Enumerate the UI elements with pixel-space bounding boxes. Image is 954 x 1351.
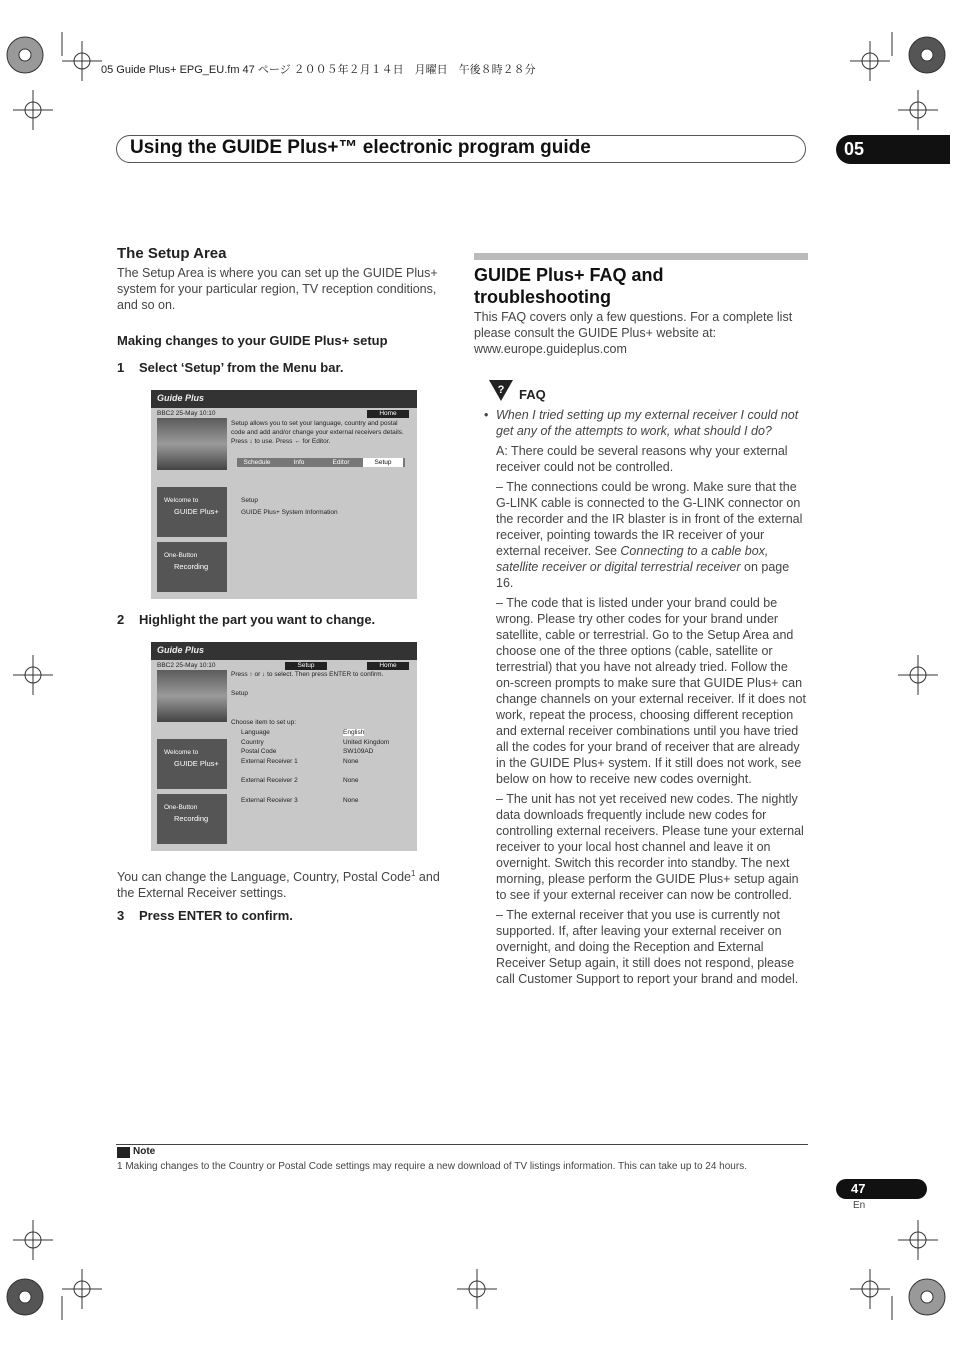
page-reference: Connecting to a cable box, satellite receiver or digital terrestrial receiver [496, 544, 769, 574]
one-button-label: One-Button [164, 552, 198, 559]
faq-point-1 [496, 479, 806, 591]
setup-item: Setup [241, 497, 258, 504]
setting-value: SW109AD [343, 748, 374, 755]
note-icon [117, 1147, 130, 1158]
welcome-panel [157, 487, 227, 537]
file-info: 05 Guide Plus+ EPG_EU.fm 47 ページ ２００５年２月１４日 月曜日 午後８時２８分 [101, 64, 536, 76]
step-2 [117, 612, 375, 627]
faq-label: FAQ [519, 387, 546, 402]
setting-label: External Receiver 3 [241, 797, 298, 804]
faq-point-4: – The external receiver that you use is currently not supported. If, after leaving your external receiver on overnight, and doing the Reception and External Receiver Setup again, it still does not respond, please call Customer Support to report your brand and model. [496, 908, 799, 986]
setting-label: Language [241, 729, 270, 736]
setting-label: External Receiver 2 [241, 777, 298, 784]
menu-bar [237, 458, 405, 467]
video-preview [157, 670, 227, 722]
step-text: Highlight the part you want to change. [139, 612, 376, 627]
change-text-main: You can change the Language, Country, Postal Code [117, 870, 411, 885]
menu-item-schedule: Schedule [243, 459, 271, 466]
system-info-item: GUIDE Plus+ System Information [241, 509, 338, 516]
faq-answer: A: There could be several reasons why your external receiver could not be controlled. [496, 444, 788, 474]
guide-plus-label: GUIDE Plus+ [174, 507, 219, 516]
step-number: 1 [117, 360, 125, 375]
change-text-end: and the External Receiver settings. [117, 870, 440, 901]
menu-item-setup: Setup [363, 458, 403, 467]
welcome-label: Welcome to [164, 497, 199, 504]
setup-subheading: Making changes to your GUIDE Plus+ setup [117, 333, 388, 348]
guide-plus-logo: Guide Plus [157, 393, 205, 403]
choose-item-label: Choose item to set up: [231, 719, 297, 726]
note-label: Note [133, 1146, 156, 1157]
setting-value: None [343, 777, 359, 784]
step-text: Select ‘Setup’ from the Menu bar. [139, 360, 344, 375]
language-code: En [853, 1200, 866, 1211]
one-button-panel [157, 794, 227, 844]
one-button-label: One-Button [164, 804, 198, 811]
recording-label: Recording [174, 814, 209, 823]
guide-plus-label: GUIDE Plus+ [174, 759, 219, 768]
faq-icon [488, 378, 514, 402]
setup-intro: The Setup Area is where you can set up the GUIDE Plus+ system for your particular region, TV reception conditions, and so on. [117, 266, 438, 312]
home-tab: Home [367, 410, 409, 418]
svg-text:?: ? [497, 384, 505, 396]
step-number: 2 [117, 612, 125, 627]
faq-point-2: – The code that is listed under your brand could be wrong. Please try other codes for your brand under satellite, cable or terrestrial. Go to the Setup Area and choose one of the three options (cable, satellite or terrestrial) that you have not already tried. Follow the on-screen prompts to make sure that GUIDE Plus+ can change channels on your external receiver. If it does not work, repeat the process, choosing different reception and external receiver combinations until you have tried all the codes for your brand of receiver that are already in the GUIDE Plus+ system. If it still does not work, see below on how to receive new codes overnight. [496, 596, 806, 786]
channel-info: BBC2 25-May 10:10 [157, 410, 216, 417]
setup-heading: The Setup Area [117, 245, 227, 262]
one-button-panel [157, 542, 227, 592]
screenshot-setup-menu [151, 390, 417, 599]
menu-item-info: Info [293, 459, 305, 466]
faq-heading: GUIDE Plus+ FAQ and troubleshooting [474, 265, 664, 307]
setup-description: Setup allows you to set your language, country and postal code and add and/or change your external receivers details. Press ↓ to use. Press ← for Editor. [231, 420, 404, 445]
setup-tab: Setup [285, 662, 327, 670]
channel-info: BBC2 25-May 10:10 [157, 662, 216, 669]
point-text: – The connections could be wrong. Make sure that the G-LINK cable is connected to the G-LINK connector on the recorder and the IR blaster is in front of the external receiver, pointing towards the IR receiver of your external receiver. See [496, 480, 803, 558]
setting-label: External Receiver 1 [241, 758, 298, 765]
faq-intro: This FAQ covers only a few questions. For a complete list please consult the GUIDE Plus+ website at: www.europe.guideplus.com [474, 310, 793, 356]
screenshot-setup-items [151, 642, 417, 851]
point-text-end: on page 16. [496, 560, 790, 590]
faq-body [484, 407, 806, 991]
setting-value: None [343, 797, 359, 804]
step-number: 3 [117, 908, 125, 923]
setup-title: Setup [231, 690, 248, 697]
step-3 [117, 908, 293, 923]
faq-point-3: – The unit has not yet received new codes. The nightly data downloads frequently include new codes for controlling external receivers. Please tune your external receiver to your local host channel and leave it on overnight. Switch this recorder into standby. The next morning, please perform the GUIDE Plus+ setup again to see if your external receiver can now be controlled. [496, 792, 804, 902]
welcome-panel [157, 739, 227, 789]
footnote-ref: 1 [410, 869, 416, 878]
screen-topbar [151, 390, 417, 408]
chapter-tab: 05 [836, 135, 950, 164]
setting-label: Postal Code [241, 748, 277, 755]
menu-item-editor: Editor [332, 459, 350, 466]
step-1 [117, 360, 343, 375]
home-tab: Home [367, 662, 409, 670]
page-number: 47 [836, 1179, 927, 1199]
setting-value: United Kingdom [343, 739, 390, 746]
video-preview [157, 418, 227, 470]
setting-value: English [343, 729, 365, 736]
setting-value: None [343, 758, 359, 765]
section-bar [474, 253, 808, 260]
setup-instructions: Press ↑ or ↓ to select. Then press ENTER to confirm. [231, 671, 384, 678]
setting-label: Country [241, 739, 264, 746]
change-text [117, 866, 447, 901]
footnote-text: 1 Making changes to the Country or Postal Code settings may require a new download of TV listings information. This can take up to 24 hours. [117, 1161, 747, 1172]
footnote-rule [116, 1144, 808, 1145]
screen-topbar [151, 642, 417, 660]
page-title: Using the GUIDE Plus+™ electronic program guide [130, 137, 591, 158]
step-text: Press ENTER to confirm. [139, 908, 293, 923]
recording-label: Recording [174, 562, 209, 571]
guide-plus-logo: Guide Plus [157, 645, 205, 655]
faq-question: • When I tried setting up my external receiver I could not get any of the attempts to work, what should I do? [484, 407, 806, 439]
welcome-label: Welcome to [164, 749, 199, 756]
